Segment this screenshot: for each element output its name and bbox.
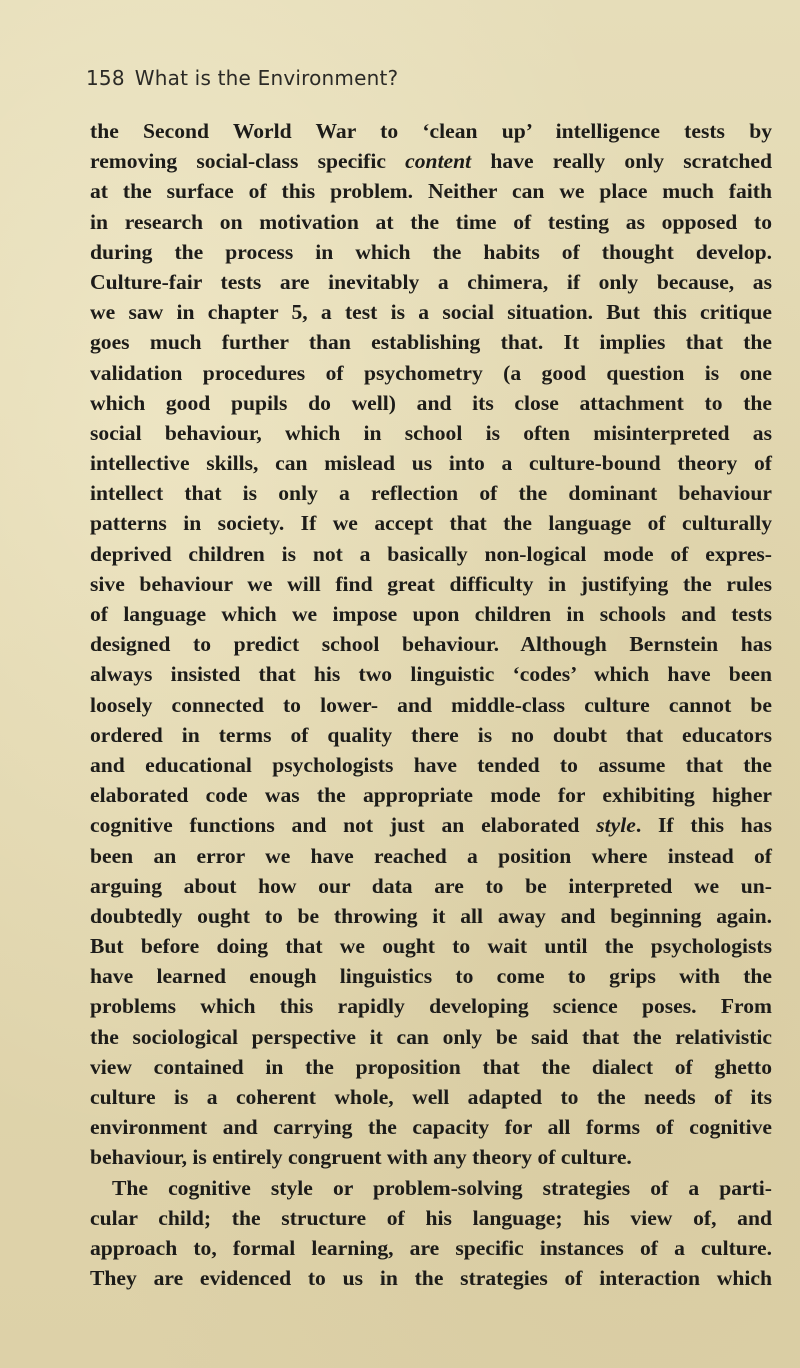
- body-text: [90, 116, 772, 1293]
- text-line: in research on motivation at the time of testing as opposed to: [90, 209, 772, 234]
- text-line: loosely connected to lower- and middle-class culture cannot be: [90, 692, 772, 717]
- text-line: approach to, formal learning, are specific instances of a culture.: [90, 1235, 772, 1260]
- text-line: and educational psychologists have tended to assume that the: [90, 752, 772, 777]
- text-line: social behaviour, which in school is often misinterpreted as: [90, 420, 772, 445]
- running-head: [86, 66, 398, 90]
- text-line: at the surface of this problem. Neither can we place much faith: [90, 179, 772, 204]
- running-head-title: What is the Environment?: [134, 66, 399, 90]
- text-line: elaborated code was the appropriate mode for exhibiting higher: [90, 783, 772, 808]
- text-line: sive behaviour we will find great difficulty in justifying the rules: [90, 571, 772, 596]
- text-line: patterns in society. If we accept that the language of culturally: [90, 511, 772, 536]
- text-line: ordered in terms of quality there is no doubt that educators: [90, 722, 772, 747]
- text-line: culture is a coherent whole, well adapted to the needs of its: [90, 1085, 772, 1109]
- text-line: designed to predict school behaviour. Although Bernstein has: [90, 632, 772, 657]
- text-line: the Second World War to ‘clean up’ intelligence tests by: [90, 119, 772, 143]
- text-line: They are evidenced to us in the strategies of interaction which: [90, 1266, 772, 1291]
- text-line: behaviour, is entirely congruent with any theory of culture.: [90, 1145, 632, 1170]
- text-line: environment and carrying the capacity for all forms of cognitive: [90, 1115, 772, 1140]
- text-line: problems which this rapidly developing science poses. From: [90, 994, 772, 1019]
- text-line: But before doing that we ought to wait until the psychologists: [90, 934, 772, 959]
- text-line: The cognitive style or problem-solving strategies of a parti-: [112, 1175, 772, 1200]
- text-line: cognitive functions and not just an elaborated style. If this has: [90, 813, 772, 838]
- page-number: 158: [86, 66, 125, 90]
- text-line: doubtedly ought to be throwing it all away and beginning again.: [90, 903, 772, 928]
- text-line: goes much further than establishing that. It implies that the: [90, 330, 772, 355]
- text-line: intellective skills, can mislead us into a culture-bound theory of: [90, 451, 772, 476]
- text-line: during the process in which the habits of thought develop.: [90, 239, 772, 264]
- text-line: we saw in chapter 5, a test is a social situation. But this critique: [90, 300, 772, 325]
- text-line: validation procedures of psychometry (a good question is one: [90, 360, 772, 385]
- text-line: always insisted that his two linguistic ‘codes’ which have been: [90, 662, 772, 687]
- text-line: been an error we have reached a position where instead of: [90, 843, 772, 868]
- text-line: which good pupils do well) and its close attachment to the: [90, 390, 772, 415]
- text-line: deprived children is not a basically non-logical mode of expres-: [90, 541, 772, 566]
- text-line: have learned enough linguistics to come to grips with the: [90, 964, 772, 989]
- text-line: removing social-class specific content have really only scratched: [90, 149, 772, 174]
- text-line: view contained in the proposition that the dialect of ghetto: [90, 1054, 772, 1079]
- text-line: the sociological perspective it can only be said that the relativistic: [90, 1024, 772, 1049]
- text-line: cular child; the structure of his language; his view of, and: [90, 1205, 772, 1230]
- text-line: Culture-fair tests are inevitably a chimera, if only because, as: [90, 269, 772, 294]
- text-line: arguing about how our data are to be interpreted we un-: [90, 873, 772, 898]
- text-line: of language which we impose upon children in schools and tests: [90, 602, 772, 626]
- text-line: intellect that is only a reflection of the dominant behaviour: [90, 481, 772, 506]
